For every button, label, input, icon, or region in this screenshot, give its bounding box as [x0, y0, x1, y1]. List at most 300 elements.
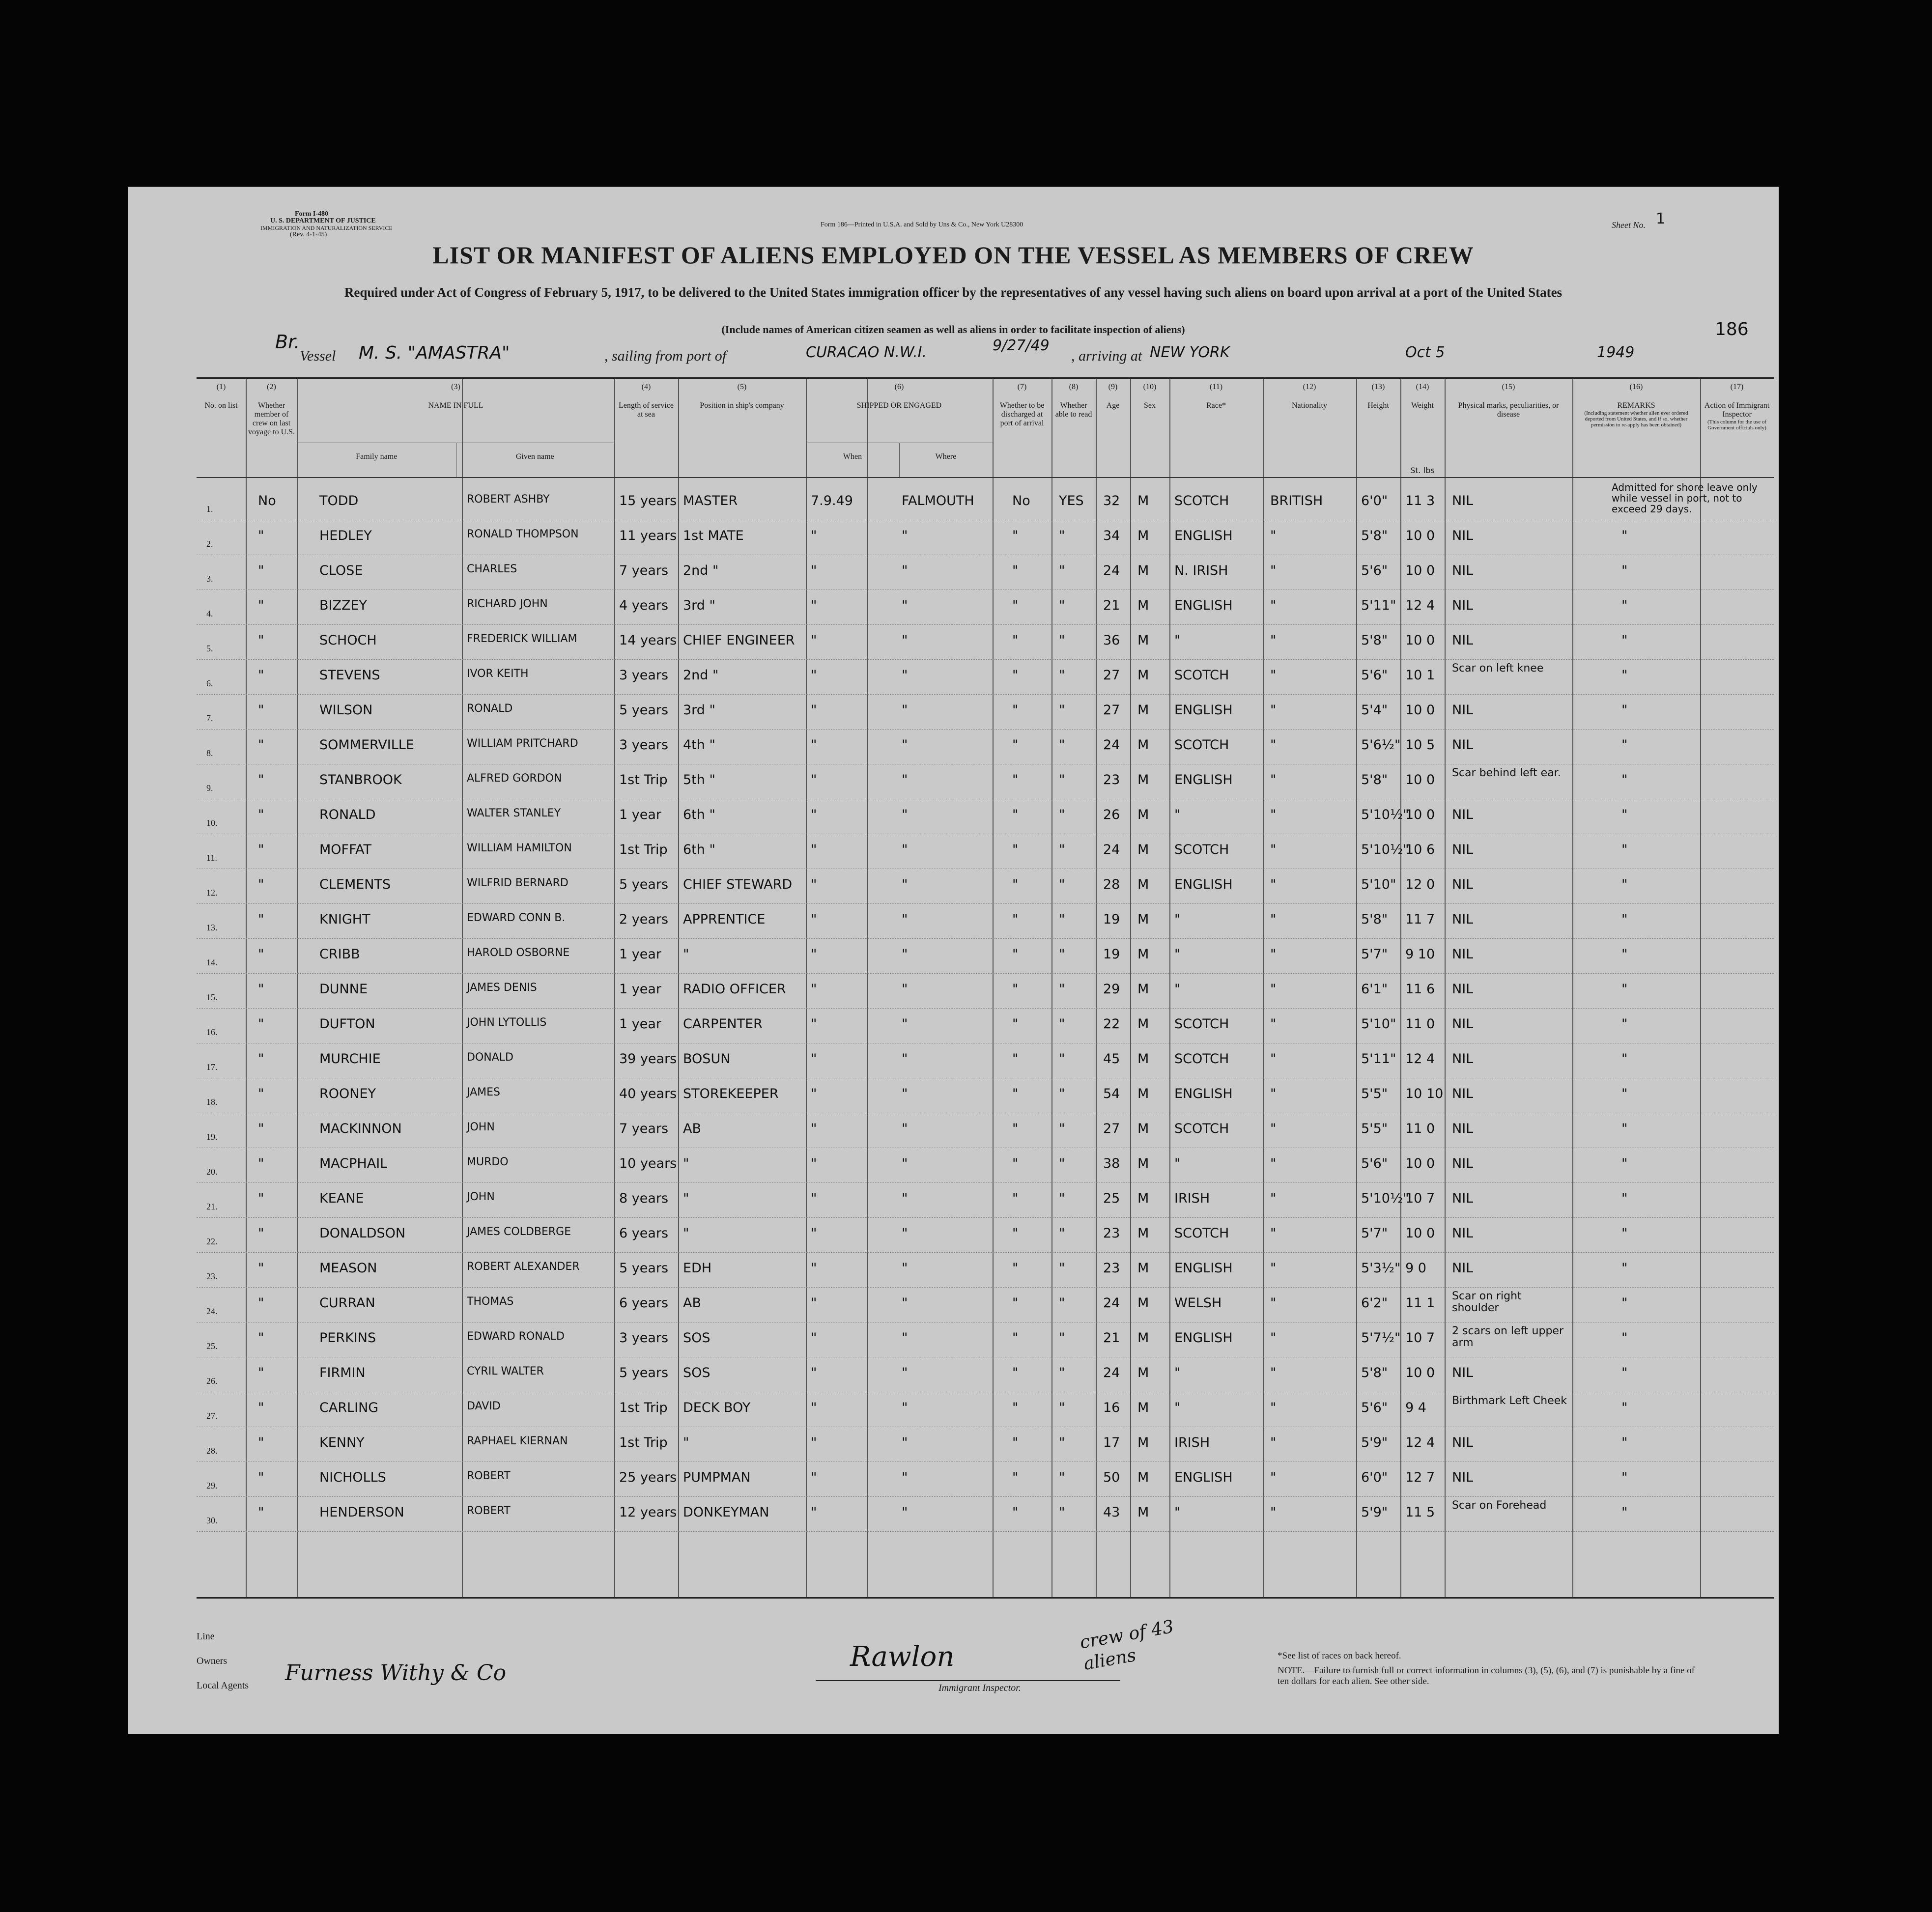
position: APPRENTICE	[683, 912, 766, 927]
given-name: WILLIAM PRITCHARD	[467, 737, 578, 750]
age: 23	[1103, 1261, 1120, 1276]
age: 19	[1103, 912, 1120, 927]
family-name: CURRAN	[319, 1295, 375, 1311]
physical-marks: NIL	[1452, 1261, 1474, 1276]
column-number: (12)	[1303, 383, 1316, 391]
age: 23	[1103, 772, 1120, 787]
height: 5'8"	[1361, 772, 1388, 787]
nationality: "	[1270, 1330, 1277, 1346]
physical-marks: NIL	[1452, 842, 1474, 857]
column-number: (16)	[1629, 383, 1643, 391]
column-number: (17)	[1730, 383, 1744, 391]
nationality: "	[1270, 1261, 1277, 1276]
discharged: No	[1012, 493, 1030, 508]
column-number: (4)	[641, 383, 651, 391]
shipped-where: "	[902, 1016, 908, 1032]
service-length: 12 years	[619, 1505, 677, 1520]
sex: M	[1137, 1051, 1149, 1067]
remarks: "	[1621, 563, 1628, 578]
position: SOS	[683, 1365, 710, 1380]
column-subheader: Where	[935, 452, 957, 461]
age: 32	[1103, 493, 1120, 508]
nationality: "	[1270, 1051, 1277, 1067]
discharged: "	[1012, 1470, 1019, 1485]
inspector-signature: Rawlon	[850, 1641, 955, 1673]
sex: M	[1137, 1470, 1149, 1485]
table-row	[197, 519, 1774, 555]
position: 2nd "	[683, 563, 719, 578]
crew-last-voyage: "	[258, 842, 264, 857]
crew-last-voyage: "	[258, 563, 264, 578]
column-label: Physical marks, peculiarities, or disease	[1458, 401, 1559, 419]
age: 25	[1103, 1191, 1120, 1206]
subheader-divider	[899, 443, 900, 477]
column-label: Position in ship's company	[700, 401, 784, 410]
family-name: KEANE	[319, 1191, 364, 1206]
service-length: 1st Trip	[619, 772, 668, 787]
family-name: SCHOCH	[319, 633, 377, 648]
shipped-when: "	[811, 633, 817, 648]
able-to-read: "	[1059, 1365, 1065, 1380]
weight: 11 7	[1405, 912, 1435, 927]
column-header	[197, 383, 246, 410]
able-to-read: "	[1059, 703, 1065, 718]
sex: M	[1137, 563, 1149, 578]
weight: 12 4	[1405, 598, 1435, 613]
service-length: 3 years	[619, 737, 669, 753]
discharged: "	[1012, 912, 1019, 927]
able-to-read: "	[1059, 1051, 1065, 1067]
position: "	[683, 947, 689, 962]
table-row	[197, 798, 1774, 834]
physical-marks: Scar on right shoulder	[1452, 1290, 1522, 1314]
service-length: 25 years	[619, 1470, 677, 1485]
manifest-sheet	[128, 187, 1779, 1734]
nationality: "	[1270, 528, 1277, 543]
age: 27	[1103, 1121, 1120, 1136]
age: 24	[1103, 737, 1120, 753]
weight: 10 0	[1405, 703, 1435, 718]
table-row	[197, 1356, 1774, 1392]
age: 21	[1103, 598, 1120, 613]
race: ENGLISH	[1174, 772, 1233, 787]
weight-unit: St. lbs	[1410, 466, 1435, 475]
nationality: "	[1270, 563, 1277, 578]
remarks: "	[1621, 1016, 1628, 1032]
height: 5'7½"	[1361, 1330, 1401, 1346]
age: 24	[1103, 1295, 1120, 1311]
discharged: "	[1012, 1226, 1019, 1241]
physical-marks: NIL	[1452, 912, 1474, 927]
race: ENGLISH	[1174, 1330, 1233, 1346]
able-to-read: "	[1059, 842, 1065, 857]
footer-owners-label: Owners	[197, 1656, 227, 1666]
nationality: "	[1270, 772, 1277, 787]
physical-marks: NIL	[1452, 703, 1474, 718]
weight: 10 0	[1405, 1365, 1435, 1380]
sex: M	[1137, 1261, 1149, 1276]
weight: 11 5	[1405, 1505, 1435, 1520]
given-name: JOHN	[467, 1121, 495, 1133]
height: 5'11"	[1361, 1051, 1396, 1067]
crew-table	[197, 377, 1774, 1599]
physical-marks: NIL	[1452, 493, 1474, 508]
position: STOREKEEPER	[683, 1086, 779, 1101]
column-number: (3)	[451, 383, 460, 391]
able-to-read: "	[1059, 1330, 1065, 1346]
discharged: "	[1012, 1365, 1019, 1380]
nationality: "	[1270, 912, 1277, 927]
crew-last-voyage: "	[258, 1121, 264, 1136]
position: EDH	[683, 1261, 712, 1276]
discharged: "	[1012, 1330, 1019, 1346]
column-header	[1445, 383, 1572, 419]
crew-last-voyage: "	[258, 912, 264, 927]
nationality: "	[1270, 668, 1277, 683]
crew-last-voyage: "	[258, 947, 264, 962]
sex: M	[1137, 598, 1149, 613]
table-row	[197, 1217, 1774, 1253]
discharged: "	[1012, 1435, 1019, 1450]
column-header	[1263, 383, 1356, 410]
service-length: 7 years	[619, 563, 669, 578]
remarks: "	[1621, 737, 1628, 753]
column-label: Length of service at sea	[619, 401, 674, 419]
shipped-when: "	[811, 1505, 817, 1520]
discharged: "	[1012, 1121, 1019, 1136]
weight: 11 0	[1405, 1016, 1435, 1032]
column-label: Sex	[1144, 401, 1156, 410]
crew-last-voyage: "	[258, 633, 264, 648]
position: 2nd "	[683, 668, 719, 683]
discharged: "	[1012, 737, 1019, 753]
column-number: (7)	[1017, 383, 1027, 391]
family-name: DONALDSON	[319, 1226, 406, 1241]
crew-last-voyage: "	[258, 1191, 264, 1206]
able-to-read: "	[1059, 668, 1065, 683]
race: "	[1174, 1365, 1181, 1380]
race: ENGLISH	[1174, 877, 1233, 892]
sex: M	[1137, 982, 1149, 997]
row-number: 19.	[206, 1132, 218, 1142]
service-length: 5 years	[619, 877, 669, 892]
remarks: "	[1621, 1330, 1628, 1346]
arrival-year: 1949	[1597, 344, 1635, 361]
weight: 10 5	[1405, 737, 1435, 753]
weight: 10 0	[1405, 807, 1435, 822]
service-length: 8 years	[619, 1191, 669, 1206]
row-number: 23.	[206, 1271, 218, 1281]
given-name: CYRIL WALTER	[467, 1365, 544, 1378]
sex: M	[1137, 668, 1149, 683]
height: 5'4"	[1361, 703, 1388, 718]
column-header	[1700, 383, 1774, 431]
form-rev: (Rev. 4-1-45)	[290, 231, 327, 238]
arrival-port: NEW YORK	[1150, 344, 1230, 361]
physical-marks: NIL	[1452, 982, 1474, 997]
physical-marks: Birthmark Left Cheek	[1452, 1395, 1567, 1407]
shipped-where: "	[902, 807, 908, 822]
sex: M	[1137, 807, 1149, 822]
remarks: "	[1621, 982, 1628, 997]
shipped-where: "	[902, 563, 908, 578]
column-number: (8)	[1069, 383, 1079, 391]
remarks: "	[1621, 528, 1628, 543]
service-length: 1 year	[619, 982, 661, 997]
family-name: DUNNE	[319, 982, 368, 997]
crew-last-voyage: "	[258, 1261, 264, 1276]
weight: 11 3	[1405, 493, 1435, 508]
age: 28	[1103, 877, 1120, 892]
able-to-read: "	[1059, 598, 1065, 613]
position: 1st MATE	[683, 528, 744, 543]
able-to-read: "	[1059, 1016, 1065, 1032]
table-row	[197, 868, 1774, 904]
family-name: MURCHIE	[319, 1051, 381, 1067]
race: SCOTCH	[1174, 1121, 1229, 1136]
height: 6'0"	[1361, 493, 1388, 508]
discharged: "	[1012, 807, 1019, 822]
sex: M	[1137, 1295, 1149, 1311]
service-length: 14 years	[619, 633, 677, 648]
column-note: (Including statement whether alien ever ordered deported from United States, and if so, whether permission to re-apply has been obtained)	[1584, 410, 1688, 428]
race: "	[1174, 1400, 1181, 1415]
physical-marks: NIL	[1452, 1051, 1474, 1067]
crew-last-voyage: "	[258, 1435, 264, 1450]
discharged: "	[1012, 1295, 1019, 1311]
age: 21	[1103, 1330, 1120, 1346]
given-name: ROBERT	[467, 1505, 511, 1517]
sex: M	[1137, 1156, 1149, 1171]
able-to-read: "	[1059, 1261, 1065, 1276]
age: 23	[1103, 1226, 1120, 1241]
column-header	[1130, 383, 1169, 410]
column-header	[806, 383, 993, 410]
family-name: DUFTON	[319, 1016, 375, 1032]
weight: 10 1	[1405, 668, 1435, 683]
age: 27	[1103, 668, 1120, 683]
table-row	[197, 973, 1774, 1009]
row-number: 11.	[206, 853, 217, 863]
physical-marks: NIL	[1452, 1470, 1474, 1485]
discharged: "	[1012, 1191, 1019, 1206]
discharged: "	[1012, 1016, 1019, 1032]
remarks: "	[1621, 1051, 1628, 1067]
given-name: RICHARD JOHN	[467, 598, 548, 610]
nationality: "	[1270, 982, 1277, 997]
family-name: BIZZEY	[319, 598, 368, 613]
column-label: Weight	[1411, 401, 1434, 410]
physical-marks: NIL	[1452, 1365, 1474, 1380]
race: SCOTCH	[1174, 842, 1229, 857]
physical-marks: Scar on left knee	[1452, 662, 1544, 675]
given-name: WILFRID BERNARD	[467, 877, 568, 889]
sex: M	[1137, 1330, 1149, 1346]
age: 24	[1103, 563, 1120, 578]
table-row	[197, 1042, 1774, 1078]
nationality: "	[1270, 737, 1277, 753]
table-row	[197, 1252, 1774, 1288]
remarks: "	[1621, 633, 1628, 648]
column-number: (13)	[1371, 383, 1385, 391]
physical-marks: NIL	[1452, 528, 1474, 543]
physical-marks: NIL	[1452, 737, 1474, 753]
able-to-read: "	[1059, 877, 1065, 892]
position: MASTER	[683, 493, 738, 508]
age: 27	[1103, 703, 1120, 718]
physical-marks: NIL	[1452, 1156, 1474, 1171]
agency-line-2: IMMIGRATION AND NATURALIZATION SERVICE	[260, 225, 393, 231]
family-name: STEVENS	[319, 668, 380, 683]
physical-marks: Scar on Forehead	[1452, 1499, 1547, 1512]
physical-marks: NIL	[1452, 1086, 1474, 1101]
column-number: (9)	[1108, 383, 1118, 391]
race: "	[1174, 982, 1181, 997]
crew-last-voyage: "	[258, 807, 264, 822]
remarks: "	[1621, 1156, 1628, 1171]
given-name: JAMES COLDBERGE	[467, 1226, 571, 1238]
row-number: 24.	[206, 1306, 218, 1316]
vessel-line	[128, 331, 1779, 365]
crew-last-voyage: "	[258, 1051, 264, 1067]
crew-last-voyage: "	[258, 598, 264, 613]
table-row	[197, 833, 1774, 869]
position: CHIEF ENGINEER	[683, 633, 795, 648]
weight: 10 7	[1405, 1330, 1435, 1346]
weight: 12 4	[1405, 1051, 1435, 1067]
weight: 10 0	[1405, 563, 1435, 578]
sex: M	[1137, 493, 1149, 508]
remarks: "	[1621, 772, 1628, 787]
discharged: "	[1012, 703, 1019, 718]
sex: M	[1137, 1400, 1149, 1415]
weight: 10 7	[1405, 1191, 1435, 1206]
given-name: JAMES	[467, 1086, 500, 1098]
height: 5'10½"	[1361, 842, 1409, 857]
row-number: 6.	[206, 678, 213, 688]
row-number: 18.	[206, 1097, 218, 1107]
height: 5'9"	[1361, 1435, 1388, 1450]
column-number: (1)	[216, 383, 226, 391]
shipped-where: "	[902, 1051, 908, 1067]
position: 6th "	[683, 842, 715, 857]
service-length: 5 years	[619, 1365, 669, 1380]
given-name: ALFRED GORDON	[467, 772, 562, 785]
table-row	[197, 1182, 1774, 1218]
row-number: 26.	[206, 1376, 218, 1386]
shipped-where: "	[902, 1261, 908, 1276]
position: RADIO OFFICER	[683, 982, 786, 997]
race: IRISH	[1174, 1435, 1210, 1450]
shipped-when: "	[811, 528, 817, 543]
column-number: (6)	[894, 383, 904, 391]
able-to-read: "	[1059, 1086, 1065, 1101]
position: DECK BOY	[683, 1400, 751, 1415]
shipped-where: "	[902, 877, 908, 892]
family-name: MOFFAT	[319, 842, 371, 857]
shipped-where: "	[902, 737, 908, 753]
column-header	[1356, 383, 1400, 410]
height: 5'10"	[1361, 877, 1396, 892]
table-row	[197, 763, 1774, 799]
nationality: "	[1270, 807, 1277, 822]
table-row	[197, 481, 1774, 520]
physical-marks: NIL	[1452, 1226, 1474, 1241]
table-row	[197, 1426, 1774, 1462]
remarks: "	[1621, 807, 1628, 822]
able-to-read: "	[1059, 1191, 1065, 1206]
column-label: Whether to be discharged at port of arrival	[999, 401, 1045, 427]
age: 24	[1103, 1365, 1120, 1380]
shipped-where: "	[902, 1226, 908, 1241]
race: SCOTCH	[1174, 1051, 1229, 1067]
remarks: "	[1621, 1295, 1628, 1311]
crew-last-voyage: "	[258, 1226, 264, 1241]
nationality: "	[1270, 877, 1277, 892]
table-row	[197, 903, 1774, 939]
shipped-when: "	[811, 912, 817, 927]
age: 54	[1103, 1086, 1120, 1101]
shipped-where: "	[902, 1191, 908, 1206]
family-name: NICHOLLS	[319, 1470, 386, 1485]
given-name: HAROLD OSBORNE	[467, 947, 570, 959]
physical-marks: NIL	[1452, 947, 1474, 962]
sex: M	[1137, 1086, 1149, 1101]
discharged: "	[1012, 633, 1019, 648]
shipped-when: "	[811, 982, 817, 997]
able-to-read: "	[1059, 633, 1065, 648]
physical-marks: Scar behind left ear.	[1452, 767, 1561, 779]
age: 26	[1103, 807, 1120, 822]
race: "	[1174, 1156, 1181, 1171]
given-name: RAPHAEL KIERNAN	[467, 1435, 568, 1447]
family-name: CLEMENTS	[319, 877, 391, 892]
race: WELSH	[1174, 1295, 1222, 1311]
family-name: MACPHAIL	[319, 1156, 388, 1171]
able-to-read: "	[1059, 528, 1065, 543]
column-number: (11)	[1209, 383, 1223, 391]
shipped-when: "	[811, 877, 817, 892]
height: 5'8"	[1361, 1365, 1388, 1380]
age: 19	[1103, 947, 1120, 962]
shipped-where: "	[902, 703, 908, 718]
service-length: 10 years	[619, 1156, 677, 1171]
column-number: (10)	[1143, 383, 1157, 391]
family-name: WILSON	[319, 703, 373, 718]
vessel-prefix: Br.	[275, 331, 300, 353]
family-name: HEDLEY	[319, 528, 372, 543]
remarks: "	[1621, 598, 1628, 613]
service-length: 40 years	[619, 1086, 677, 1101]
height: 5'7"	[1361, 947, 1388, 962]
sailing-port: CURACAO N.W.I.	[806, 344, 927, 361]
table-row	[197, 624, 1774, 660]
remarks: "	[1621, 703, 1628, 718]
height: 6'1"	[1361, 982, 1388, 997]
arrival-date: Oct 5	[1405, 344, 1445, 361]
table-row	[197, 1287, 1774, 1322]
physical-marks: NIL	[1452, 807, 1474, 822]
family-name: SOMMERVILLE	[319, 737, 414, 753]
remarks: "	[1621, 1226, 1628, 1241]
row-number: 2.	[206, 539, 213, 549]
page-subtitle-2: (Include names of American citizen seamen as well as aliens in order to facilitate inspection of aliens)	[721, 323, 1185, 336]
height: 5'10½"	[1361, 1191, 1409, 1206]
sex: M	[1137, 1435, 1149, 1450]
service-length: 3 years	[619, 668, 669, 683]
stamp-number: 186	[1715, 319, 1749, 339]
shipped-where: FALMOUTH	[902, 493, 974, 508]
